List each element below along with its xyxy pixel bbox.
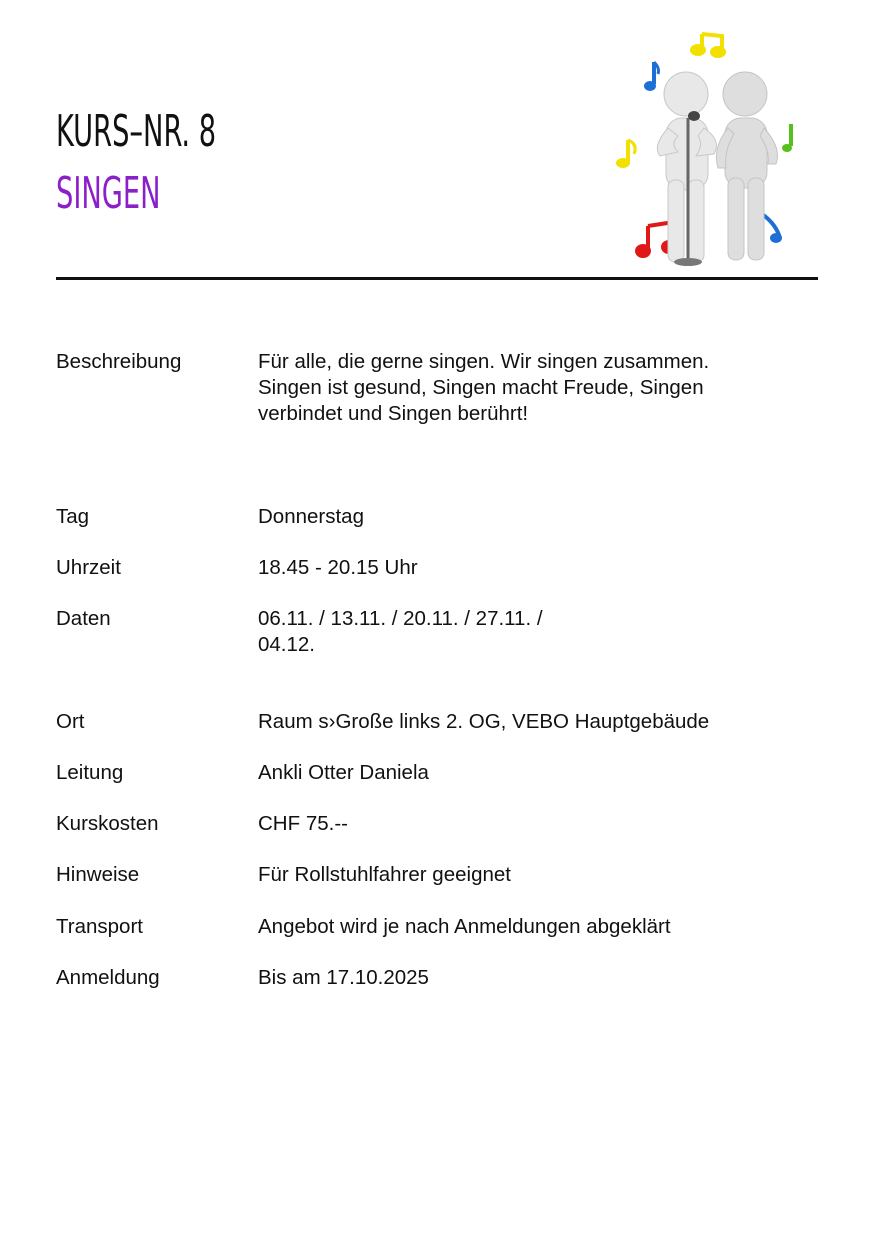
detail-row-hinweise [56, 862, 818, 888]
detail-value: Angebot wird je nach Anmeldungen abgeklärt [258, 915, 671, 938]
detail-label: Tag [56, 505, 90, 528]
detail-label: Ort [56, 710, 85, 733]
detail-value: Donnerstag [258, 505, 364, 528]
detail-row-uhrzeit [56, 555, 818, 581]
detail-row-daten [56, 606, 818, 658]
detail-value: 06.11. / 13.11. / 20.11. / 27.11. / 04.12. [258, 607, 543, 656]
course-title: SINGEN [56, 168, 161, 219]
detail-value: Raum s›Große links 2. OG, VEBO Hauptgebäude [258, 710, 710, 733]
detail-row-leitung [56, 760, 818, 786]
detail-label: Kurskosten [56, 812, 159, 835]
detail-label: Leitung [56, 761, 124, 784]
detail-value: CHF 75.-- [258, 812, 348, 835]
course-number: KURS–NR. 8 [56, 106, 217, 157]
detail-value: Für Rollstuhlfahrer geeignet [258, 863, 511, 886]
detail-value: Für alle, die gerne singen. Wir singen zusammen. Singen ist gesund, Singen macht Freude, Singen verbindet und Singen berührt! [258, 350, 710, 425]
detail-row-beschreibung [56, 349, 818, 427]
green-note-icon [782, 124, 792, 152]
singers-illustration-icon [600, 28, 810, 273]
detail-label: Hinweise [56, 863, 140, 886]
detail-row-transport [56, 914, 818, 940]
detail-label: Beschreibung [56, 350, 182, 373]
detail-label: Daten [56, 607, 111, 630]
detail-value: Bis am 17.10.2025 [258, 966, 429, 989]
right-figure-icon [716, 72, 777, 260]
header-divider [56, 277, 818, 280]
detail-value: Ankli Otter Daniela [258, 761, 429, 784]
detail-row-ort [56, 709, 818, 735]
detail-row-anmeldung [56, 965, 818, 991]
detail-label: Anmeldung [56, 966, 160, 989]
detail-value: 18.45 - 20.15 Uhr [258, 556, 418, 579]
yellow-note-icon [616, 140, 635, 168]
yellow-double-note-icon [692, 34, 724, 56]
detail-row-kurskosten [56, 811, 818, 837]
detail-label: Transport [56, 915, 143, 938]
detail-label: Uhrzeit [56, 556, 121, 579]
detail-row-tag [56, 504, 818, 530]
blue-note-icon [644, 62, 659, 91]
